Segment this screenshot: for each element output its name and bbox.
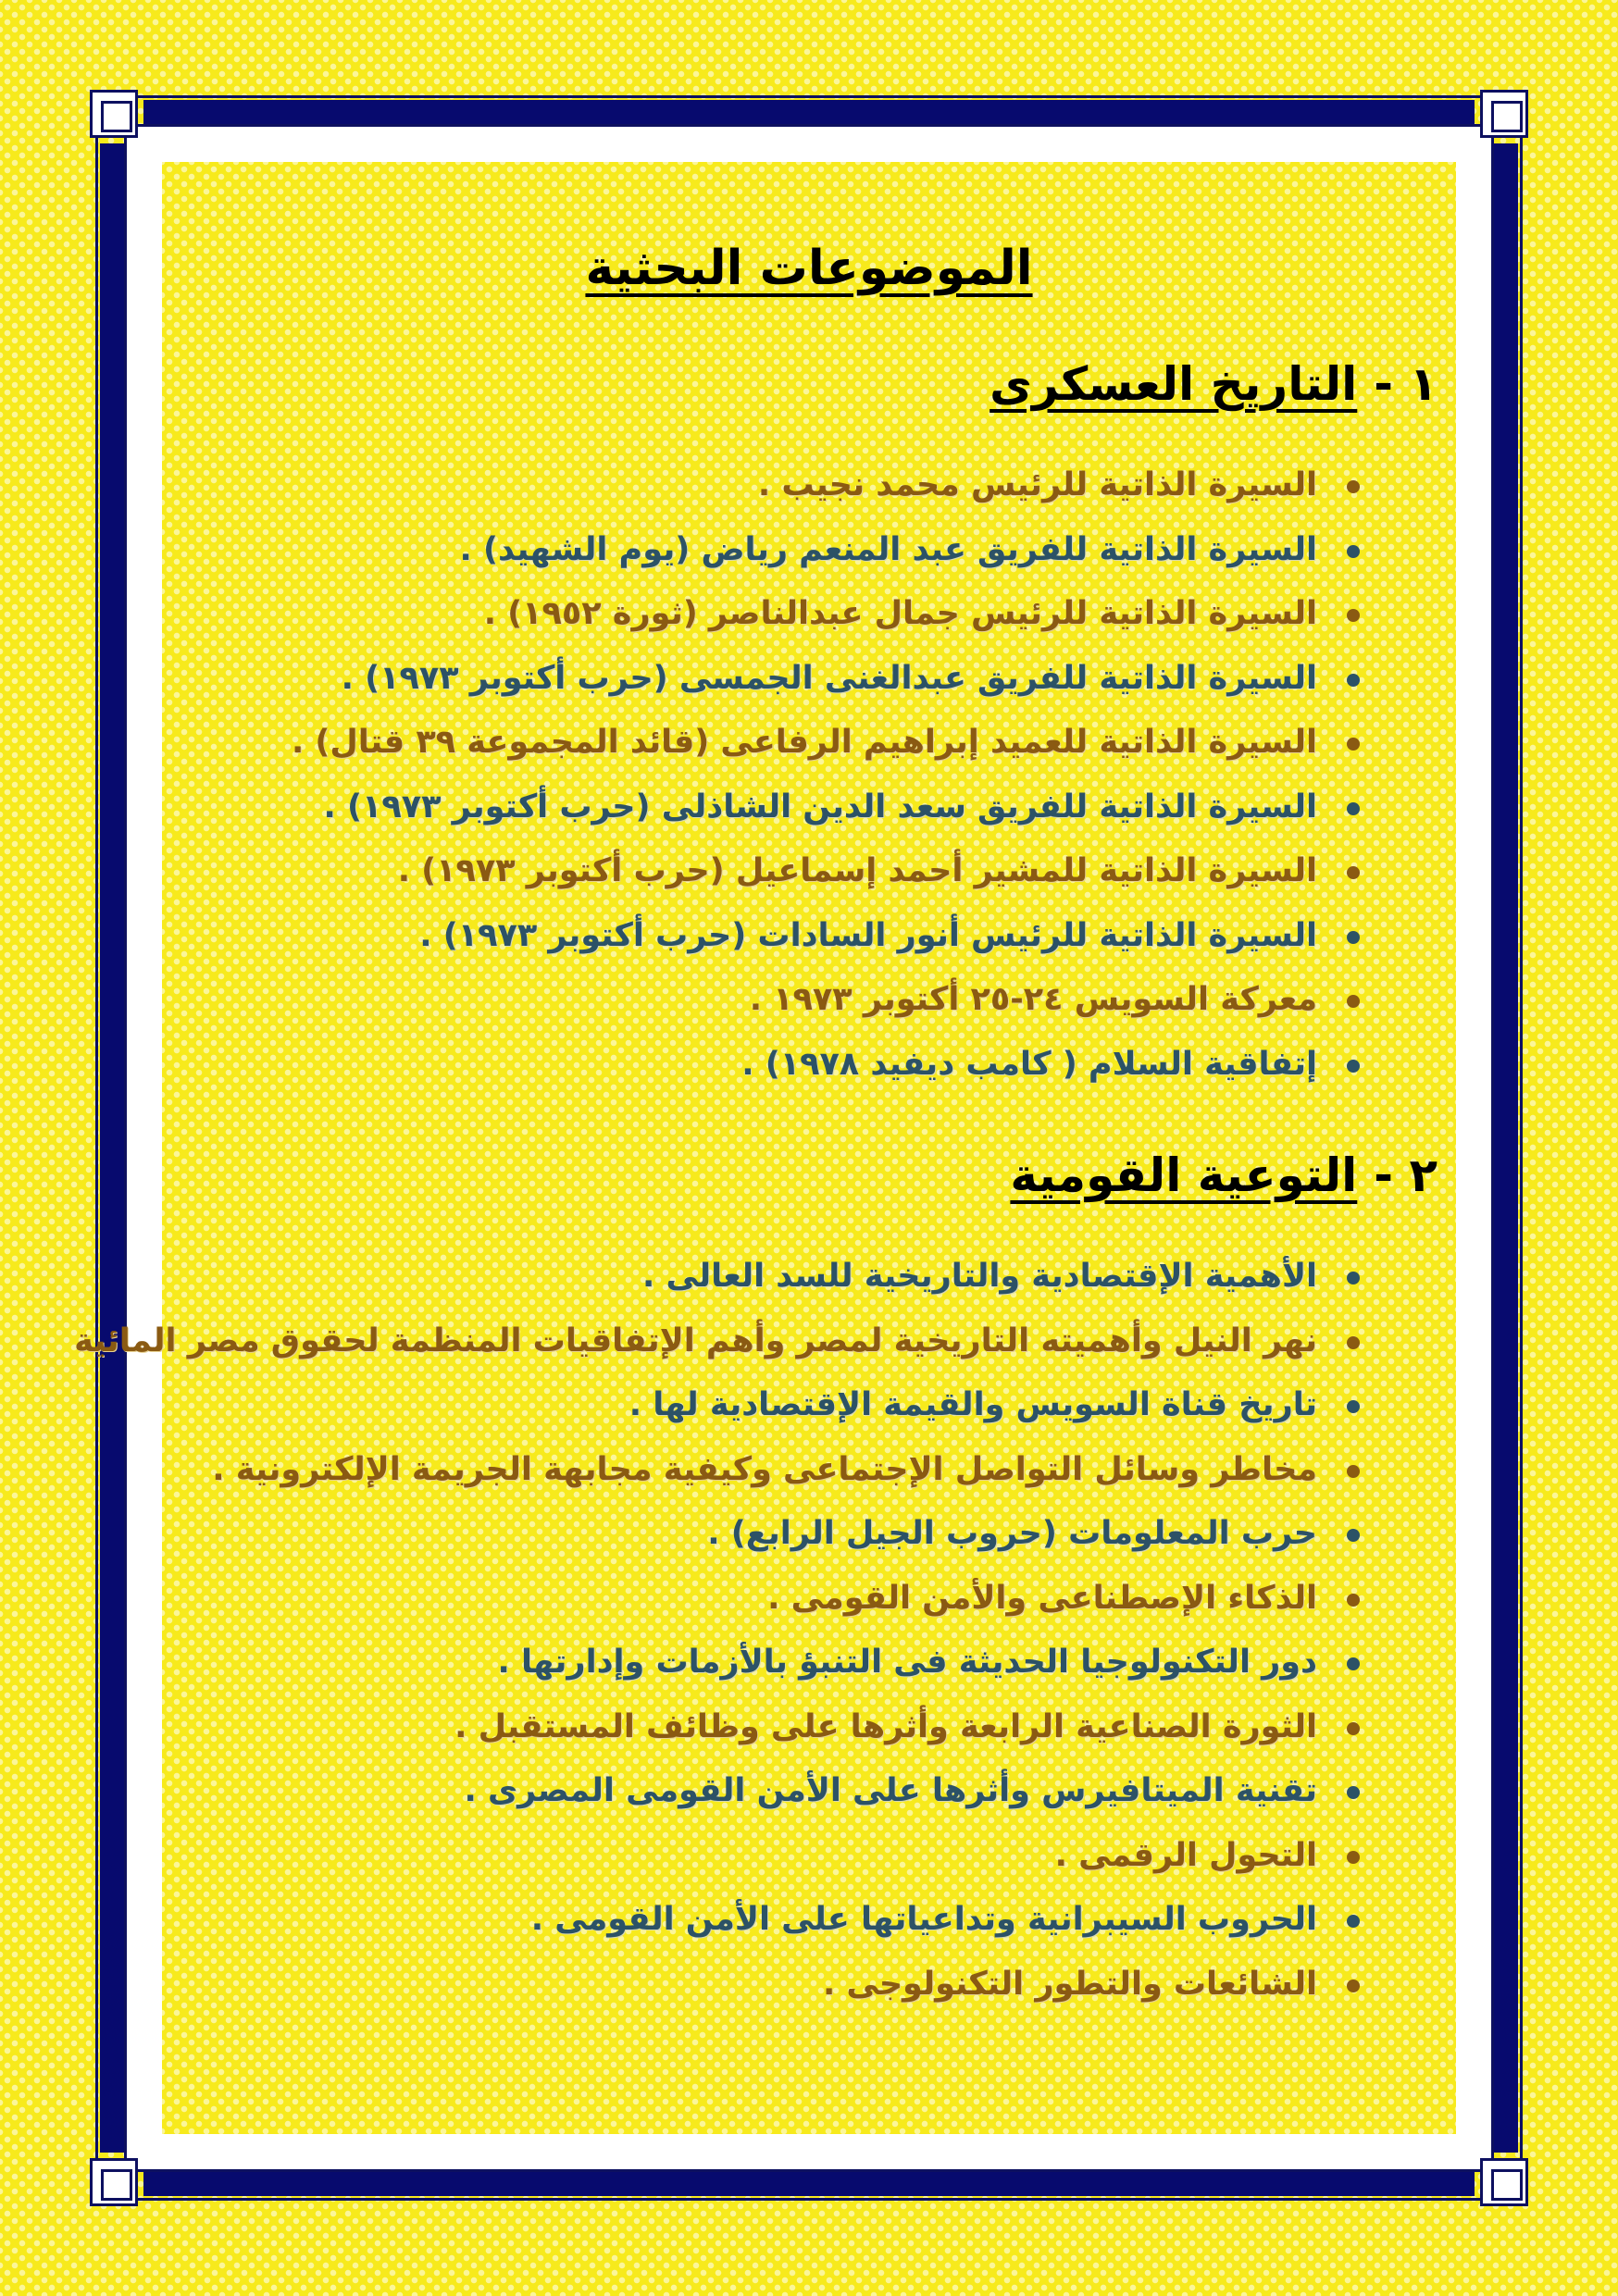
bullet-icon [1347, 738, 1360, 751]
list-item-text: حرب المعلومات (حروب الجيل الرابع) . [707, 1515, 1317, 1552]
frame-corner-top-right [1480, 90, 1528, 138]
list-item [162, 1245, 1373, 1309]
bullet-icon [1347, 1594, 1360, 1607]
list-item-text: مخاطر وسائل التواصل الإجتماعى وكيفية مجابهة الجريمة الإلكترونية . [212, 1450, 1317, 1488]
section-number: ٢ - [1374, 1148, 1438, 1202]
bullet-icon [1347, 1529, 1360, 1542]
bullet-icon [1347, 1272, 1360, 1285]
bullet-icon [1347, 1336, 1360, 1349]
list-item [162, 1567, 1373, 1632]
bullet-icon [1347, 609, 1360, 622]
bullet-icon [1347, 1400, 1360, 1413]
list-item-text: الثورة الصناعية الرابعة وأثرها على وظائف المستقبل . [454, 1707, 1317, 1745]
list-item [162, 1824, 1373, 1889]
list-item-text: السيرة الذاتية للرئيس محمد نجيب . [757, 466, 1317, 503]
list-item-text: السيرة الذاتية للفريق عبدالغنى الجمسى (حرب أكتوبر ١٩٧٣) . [341, 659, 1317, 697]
bullet-icon [1347, 931, 1360, 944]
list-item-text: نهر النيل وأهميته التاريخية لمصر وأهم الإتفاقيات المنظمة لحقوق مصر المائية [74, 1322, 1317, 1359]
bullet-icon [1347, 1786, 1360, 1799]
bullet-icon [1347, 866, 1360, 879]
list-item-text: الشائعات والتطور التكنولوجى . [822, 1965, 1317, 2003]
frame-corner-top-left [90, 90, 138, 138]
list-item-text: السيرة الذاتية للمشير أحمد إسماعيل (حرب أكتوبر ١٩٧٣) . [397, 852, 1317, 889]
bullet-icon [1347, 1060, 1360, 1073]
list-item [74, 1309, 1373, 1374]
list-item-text: الحروب السيبرانية وتداعياتها على الأمن القومى . [530, 1901, 1317, 1938]
list-item-text: الذكاء الإصطناعى والأمن القومى . [767, 1579, 1317, 1617]
list-item-text: الأهمية الإقتصادية والتاريخية للسد العالى . [642, 1258, 1317, 1295]
list-item [162, 1631, 1373, 1695]
list-item [162, 1953, 1373, 2017]
list-item [162, 904, 1373, 969]
bullet-icon [1347, 674, 1360, 687]
list-item-text: السيرة الذاتية للفريق عبد المنعم رياض (يوم الشهيد) . [459, 530, 1317, 568]
bullet-icon [1347, 1465, 1360, 1478]
list-item [162, 1438, 1373, 1503]
topic-list [162, 453, 1456, 1097]
bullet-icon [1347, 802, 1360, 815]
frame-corner-bottom-right [1480, 2158, 1528, 2206]
list-item-text: تقنية الميتافيرس وأثرها على الأمن القومى المصرى . [464, 1772, 1317, 1809]
bullet-icon [1347, 1657, 1360, 1670]
list-item [162, 968, 1373, 1033]
list-item-text: تاريخ قناة السويس والقيمة الإقتصادية لها . [629, 1386, 1317, 1423]
list-item [162, 647, 1373, 712]
section-number: ١ - [1374, 357, 1438, 411]
list-item-text: السيرة الذاتية للفريق سعد الدين الشاذلى (حرب أكتوبر ١٩٧٣) . [323, 788, 1317, 825]
section-heading-text: التاريخ العسكرى [989, 357, 1358, 411]
list-item-text: السيرة الذاتية للرئيس جمال عبدالناصر (ثورة ١٩٥٢) . [483, 595, 1317, 632]
list-item [162, 711, 1373, 776]
list-item [162, 839, 1373, 904]
page-frame-thick-right [1494, 143, 1518, 2153]
bullet-icon [1347, 1980, 1360, 1992]
list-item [162, 1888, 1373, 1953]
list-item [162, 1033, 1373, 1098]
page-title-text: الموضوعات البحثية [585, 241, 1033, 296]
list-item-text: إتفاقية السلام ( كامب ديفيد ١٩٧٨) . [741, 1045, 1317, 1083]
list-item [162, 1373, 1373, 1438]
list-item [162, 1695, 1373, 1760]
section-national-awareness [74, 1143, 1456, 2017]
list-item [162, 582, 1373, 647]
list-item-text: السيرة الذاتية للرئيس أنور السادات (حرب أكتوبر ١٩٧٣) . [419, 916, 1317, 954]
list-item [162, 1759, 1373, 1824]
page-title [162, 231, 1456, 305]
section-heading-text: التوعية القومية [1010, 1148, 1358, 1202]
bullet-icon [1347, 480, 1360, 493]
list-item [162, 1502, 1373, 1567]
list-item-text: دور التكنولوجيا الحديثة فى التنبؤ بالأزمات وإدارتها . [497, 1644, 1317, 1681]
list-item [162, 518, 1373, 583]
list-item-text: السيرة الذاتية للعميد إبراهيم الرفاعى (قائد المجموعة ٣٩ قتال) . [291, 724, 1317, 761]
bullet-icon [1347, 1915, 1360, 1928]
section-military-history [162, 352, 1456, 1097]
section-heading [162, 352, 1456, 416]
list-item [162, 453, 1373, 518]
bullet-icon [1347, 1851, 1360, 1864]
topic-list [74, 1245, 1456, 2017]
bullet-icon [1347, 545, 1360, 558]
bullet-icon [1347, 1722, 1360, 1735]
list-item [162, 776, 1373, 840]
list-item-text: معركة السويس ٢٤-٢٥ أكتوبر ١٩٧٣ . [749, 981, 1317, 1018]
section-heading [162, 1143, 1456, 1208]
bullet-icon [1347, 995, 1360, 1008]
page-frame-thick-left [100, 143, 124, 2153]
document-body [74, 231, 1456, 2017]
list-item-text: التحول الرقمى . [1054, 1836, 1317, 1874]
frame-corner-bottom-left [90, 2158, 138, 2206]
